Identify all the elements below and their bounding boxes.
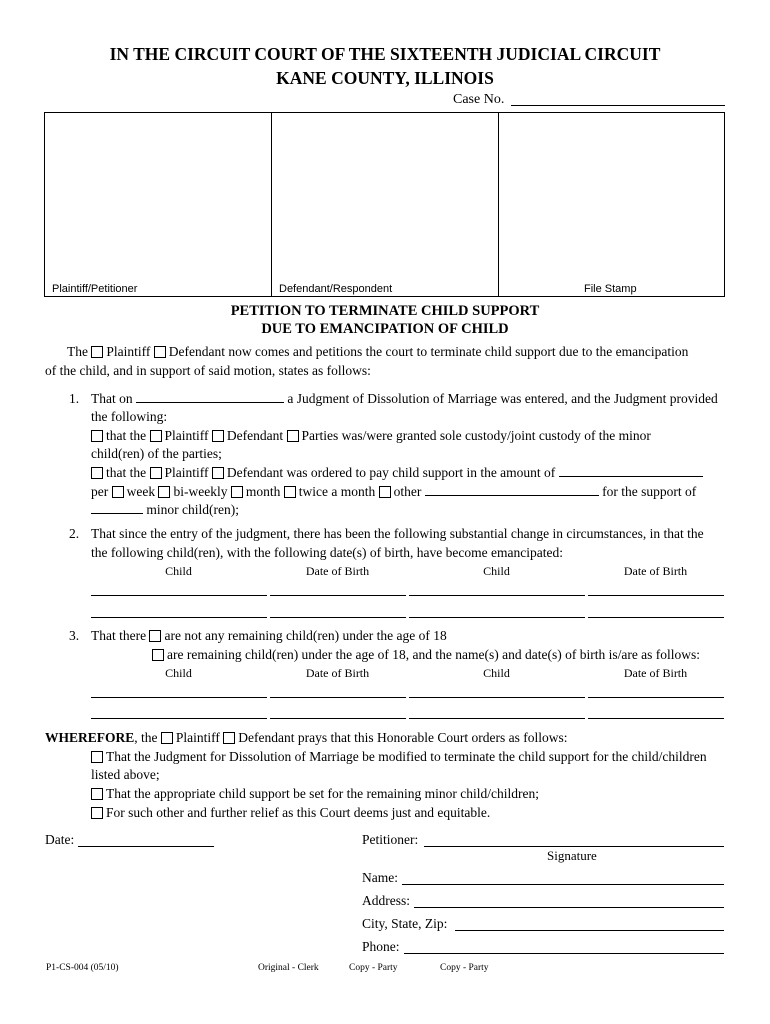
item1-custody-line [91,428,651,444]
wherefore-bold: WHEREFORE [45,730,135,745]
wherefore-plaintiff-label: Plaintiff [175,730,220,745]
item1-judgment-text: a Judgment of Dissolution of Marriage was entered, and the Judgment provided [287,391,718,406]
county-title: KANE COUNTY, ILLINOIS [276,68,494,88]
case-no-label: Case No. [453,92,505,107]
remaining-child-field-4[interactable] [409,718,585,719]
item1-frequency-line [91,484,696,500]
custody-defendant-label: Defendant [226,428,284,443]
item1-child-of-parties: child(ren) of the parties; [91,446,222,461]
custody-checkbox[interactable] [91,430,103,442]
twice-month-checkbox[interactable] [284,486,296,498]
item3-col-dob2: Date of Birth [623,666,688,680]
emancipated-dob-field-4[interactable] [588,617,724,618]
emancipated-dob-field-3[interactable] [270,617,406,618]
support-that-the: that the [106,465,147,480]
relief-other-text: For such other and further relief as this Court deems just and equitable. [106,805,491,820]
remaining-dob-field-4[interactable] [588,718,724,719]
case-no-field[interactable] [511,105,725,106]
name-label: Name: [362,870,398,885]
distribution-original: Original - Clerk [258,963,319,973]
remaining-dob-field-3[interactable] [270,718,406,719]
form-title-line1: PETITION TO TERMINATE CHILD SUPPORT [230,303,540,319]
support-defendant-checkbox[interactable] [212,467,224,479]
defendant-respondent-label: Defendant/Respondent [279,283,393,295]
intro-defendant-checkbox[interactable] [154,346,166,358]
relief-set-support-text: That the appropriate child support be set for the remaining minor child/children; [106,786,539,801]
address-label: Address: [362,893,410,908]
item1-minor-line [91,502,239,518]
emancipated-child-field-3[interactable] [91,617,267,618]
relief-option-3 [91,805,490,821]
support-amount-field[interactable] [559,465,703,477]
custody-defendant-checkbox[interactable] [212,430,224,442]
date-field[interactable] [78,846,214,847]
support-plaintiff-label: Plaintiff [164,465,209,480]
biweekly-checkbox[interactable] [158,486,170,498]
item1-support-line [91,465,703,481]
distribution-copy-2: Copy - Party [440,963,489,973]
emancipated-dob-field-1[interactable] [270,595,406,596]
address-field[interactable] [414,907,724,908]
item3-line1 [91,628,447,644]
no-remaining-checkbox[interactable] [149,630,161,642]
other-label: other [393,484,422,499]
item3-col-child1: Child [165,666,192,680]
caption-box [44,112,725,297]
item2-col-dob2: Date of Birth [623,564,688,578]
caption-plaintiff-cell[interactable] [45,113,272,296]
wherefore-line [45,730,567,746]
for-support-label: for the support of [602,484,697,499]
caption-defendant-cell[interactable] [272,113,499,296]
item3-line2 [152,647,700,663]
minor-count-field[interactable] [91,502,143,514]
custody-that-the: that the [106,428,147,443]
remaining-checkbox[interactable] [152,649,164,661]
wherefore-defendant-text: Defendant prays that this Honorable Court orders as follows: [238,730,568,745]
item3-col-child2: Child [483,666,510,680]
intro-the: The [67,344,88,359]
relief-option-1 [91,749,707,765]
item1-line1 [91,391,718,407]
city-state-zip-field[interactable] [455,930,724,931]
emancipated-dob-field-2[interactable] [588,595,724,596]
biweekly-label: bi-weekly [173,484,228,499]
custody-plaintiff-checkbox[interactable] [150,430,162,442]
judgment-date-field[interactable] [136,391,284,403]
relief-option-1-cont: listed above; [91,767,160,782]
wherefore-defendant-checkbox[interactable] [223,732,235,744]
form-title-line2: DUE TO EMANCIPATION OF CHILD [261,321,509,337]
plaintiff-petitioner-label: Plaintiff/Petitioner [52,283,138,295]
item2-number: 2. [69,526,80,541]
minor-child-label: minor child(ren); [146,502,239,517]
other-checkbox[interactable] [379,486,391,498]
month-checkbox[interactable] [231,486,243,498]
twice-month-label: twice a month [298,484,376,499]
phone-field[interactable] [404,953,724,954]
item3-number: 3. [69,628,80,643]
remaining-label: are remaining child(ren) under the age of 18, and the name(s) and date(s) of birth is/are as follows: [167,647,701,662]
item1-the-following: the following: [91,409,168,424]
court-title: IN THE CIRCUIT COURT OF THE SIXTEENTH JUDICIAL CIRCUIT [109,44,661,64]
remaining-dob-field-1[interactable] [270,697,406,698]
item2-text2: the following child(ren), with the following date(s) of birth, have become emancipated: [91,545,563,560]
item1-that-on: That on [91,391,133,406]
other-frequency-field[interactable] [425,484,599,496]
wherefore-the: , the [134,730,158,745]
emancipated-child-field-1[interactable] [91,595,267,596]
distribution-copy-1: Copy - Party [349,963,398,973]
intro-plaintiff-checkbox[interactable] [91,346,103,358]
item3-that-there: That there [91,628,147,643]
form-number: P1-CS-004 (05/10) [46,963,119,973]
relief-option-2 [91,786,539,802]
support-plaintiff-checkbox[interactable] [150,467,162,479]
relief-modify-checkbox[interactable] [91,751,103,763]
caption-file-stamp-cell [499,113,724,296]
emancipated-child-field-4[interactable] [409,617,585,618]
per-label: per [91,484,109,499]
support-checkbox[interactable] [91,467,103,479]
file-stamp-label: File Stamp [584,283,637,295]
custody-plaintiff-label: Plaintiff [164,428,209,443]
remaining-dob-field-2[interactable] [588,697,724,698]
intro-plaintiff-label: Plaintiff [106,344,151,359]
item1-number: 1. [69,391,80,406]
intro-line2: of the child, and in support of said motion, states as follows: [45,363,371,378]
petitioner-signature-field[interactable] [424,846,724,847]
item2-col-child2: Child [483,564,510,578]
remaining-child-field-1[interactable] [91,697,267,698]
signature-caption: Signature [547,848,597,863]
support-defendant-text: Defendant was ordered to pay child support in the amount of [226,465,556,480]
city-state-zip-label: City, State, Zip: [362,916,448,931]
month-label: month [245,484,281,499]
intro-line1 [67,344,688,360]
item2-col-child1: Child [165,564,192,578]
remaining-child-field-3[interactable] [91,718,267,719]
wherefore-plaintiff-checkbox[interactable] [161,732,173,744]
no-remaining-label: are not any remaining child(ren) under the age of 18 [164,628,447,643]
relief-modify-text: That the Judgment for Dissolution of Marriage be modified to terminate the child support for the child/children [106,749,707,764]
name-field[interactable] [402,884,724,885]
intro-rest1: now comes and petitions the court to terminate child support due to the emancipation [228,344,689,359]
item3-col-dob1: Date of Birth [305,666,370,680]
petitioner-label: Petitioner: [362,832,419,847]
emancipated-child-field-2[interactable] [409,595,585,596]
intro-defendant-label: Defendant [168,344,225,359]
remaining-child-field-2[interactable] [409,697,585,698]
item2-text1: That since the entry of the judgment, there has been the following substantial change in circumstances, in that the [91,526,704,541]
week-checkbox[interactable] [112,486,124,498]
relief-set-support-checkbox[interactable] [91,788,103,800]
week-label: week [126,484,156,499]
custody-parties-text: Parties was/were granted sole custody/joint custody of the minor [301,428,651,443]
date-label: Date: [45,832,75,847]
relief-other-checkbox[interactable] [91,807,103,819]
phone-label: Phone: [362,939,400,954]
item2-col-dob1: Date of Birth [305,564,370,578]
custody-parties-checkbox[interactable] [287,430,299,442]
